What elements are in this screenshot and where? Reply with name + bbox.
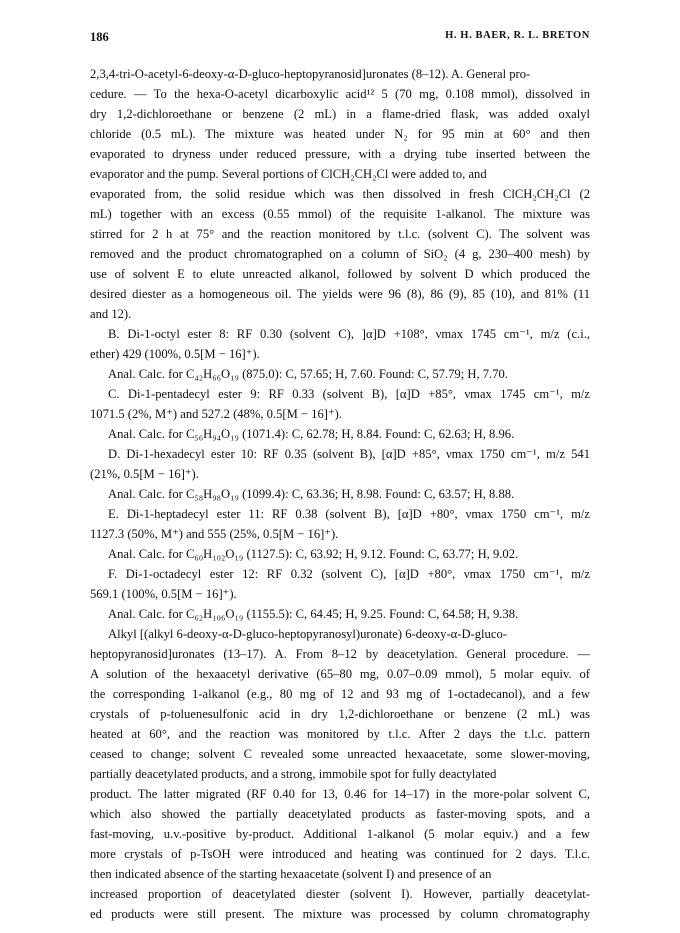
text-line [90,504,590,524]
line-text: evaporator and the pump. Several portions of ClCH₂CH₂Cl were added to, and [90,167,487,181]
line-text: stirred for 2 h at 75° and the reaction monitored by t.l.c. (solvent C). The solvent was [90,227,590,241]
line-text: mL) together with an excess (0.55 mmol) of the requisite 1-alkanol. The mixture was [90,207,590,221]
text-line [90,164,590,184]
text-line [90,624,590,644]
line-text: Anal. Calc. for C₅₈H₉₈O₁₉ (1099.4): C, 63.36; H, 8.98. Found: C, 63.57; H, 8.88. [108,487,515,501]
text-line [90,884,590,904]
running-head: H. H. BAER, R. L. BRETON [445,30,590,41]
text-line [90,264,590,284]
line-text: and 12). [90,307,132,321]
text-line [90,284,590,304]
line-text: the corresponding 1-alkanol (e.g., 80 mg of 12 and 93 mg of 1-octadecanol), and a few [90,687,590,701]
line-text: E. Di-1-heptadecyl ester 11: RF 0.38 (solvent B), [α]D +80°, νmax 1750 cm⁻¹, m/z [108,507,590,521]
text-line [90,684,590,704]
line-text: product. The latter migrated (RF 0.40 for 13, 0.46 for 14–17) in the more-polar solvent C, [90,787,590,801]
text-line [90,104,590,124]
line-text: cedure. — To the hexa-O-acetyl dicarboxylic acid¹² 5 (70 mg, 0.108 mmol), dissolved in [90,87,590,101]
line-text: heated at 60°, and the reaction was monitored by t.l.c. After 2 days the t.l.c. pattern [90,727,590,741]
text-line [90,244,590,264]
line-text: crystals of p-toluenesulfonic acid in dry 1,2-dichloroethane or benzene (2 mL) was [90,707,590,721]
text-line [90,464,590,484]
text-line [90,904,590,924]
text-line [90,144,590,164]
text-line [90,584,590,604]
text-line [90,124,590,144]
text-line [90,644,590,664]
line-text: ed products were still present. The mixture was processed by column chromatography [90,907,590,921]
line-text: more crystals of p-TsOH were introduced and heating was continued for 2 days. T.l.c. [90,847,590,861]
text-line [90,424,590,444]
line-text: C. Di-1-pentadecyl ester 9: RF 0.33 (solvent B), [α]D +85°, νmax 1745 cm⁻¹, m/z [108,387,590,401]
line-text: D. Di-1-hexadecyl ester 10: RF 0.35 (solvent B), [α]D +85°, νmax 1750 cm⁻¹, m/z 541 [108,447,590,461]
line-text: B. Di-1-octyl ester 8: RF 0.30 (solvent C), ]α]D +108°, νmax 1745 cm⁻¹, m/z (c.i., [108,327,590,341]
line-text: F. Di-1-octadecyl ester 12: RF 0.32 (solvent C), [α]D +80°, νmax 1750 cm⁻¹, m/z [108,567,590,581]
text-line [90,804,590,824]
text-line [90,824,590,844]
text-line [90,764,590,784]
line-text: ceased to change; solvent C revealed some unreacted hexaacetate, some slower-moving, [90,747,590,761]
line-text: which also showed the partially deacetylated products as faster-moving spots, and a [90,807,590,821]
line-text: chloride (0.5 mL). The mixture was heated under N₂ for 95 min at 60° and then [90,127,590,141]
line-text: Anal. Calc. for C₆₀H₁₀₂O₁₉ (1127.5): C, 63.92; H, 9.12. Found: C, 63.77; H, 9.02. [108,547,519,561]
line-text: A solution of the hexaacetyl derivative (65–80 mg, 0.07–0.09 mmol), 5 molar equiv. of [90,667,590,681]
text-line [90,364,590,384]
text-line [90,744,590,764]
line-text: 569.1 (100%, 0.5[M − 16]⁺). [90,587,237,601]
line-text: dry 1,2-dichloroethane or benzene (2 mL) in a flame-dried flask, was added oxalyl [90,107,590,121]
text-line [90,84,590,104]
line-text: (21%, 0.5[M − 16]⁺). [90,467,199,481]
text-line [90,224,590,244]
text-line [90,784,590,804]
text-line [90,564,590,584]
line-text: Anal. Calc. for C₆₂H₁₀₆O₁₉ (1155.5): C, 64.45; H, 9.25. Found: C, 64.58; H, 9.38. [108,607,519,621]
line-text: use of solvent E to elute unreacted alkanol, followed by solvent D which produced the [90,267,590,281]
text-line [90,304,590,324]
text-line [90,184,590,204]
line-text: evaporated from, the solid residue which was then dissolved in fresh ClCH₂CH₂Cl (2 [90,187,590,201]
text-line [90,844,590,864]
line-text: Alkyl [(alkyl 6-deoxy-α-D-gluco-heptopyranosyl)uronate) 6-deoxy-α-D-gluco- [108,627,507,641]
body-text [90,64,590,924]
text-line [90,724,590,744]
text-line [90,444,590,464]
text-line [90,864,590,884]
text-line [90,484,590,504]
line-text: then indicated absence of the starting hexaacetate (solvent I) and presence of an [90,867,492,881]
line-text: Anal. Calc. for C₅₆H₉₄O₁₉ (1071.4): C, 62.78; H, 8.84. Found: C, 62.63; H, 8.96. [108,427,515,441]
text-line [90,324,590,344]
line-text: 2,3,4-tri-O-acetyl-6-deoxy-α-D-gluco-heptopyranosid]uronates (8–12). A. General pro- [90,67,531,81]
text-line [90,344,590,364]
line-text: desired diester as a homogeneous oil. The yields were 96 (8), 86 (9), 85 (10), and 81% (11 [90,287,590,301]
page-number: 186 [90,30,109,44]
line-text: partially deacetylated products, and a strong, immobile spot for fully deactylated [90,767,497,781]
text-line [90,704,590,724]
line-text: Anal. Calc. for C₄₂H₆₆O₁₉ (875.0): C, 57.65; H, 7.60. Found: C, 57.79; H, 7.70. [108,367,508,381]
page-header [90,30,590,48]
text-line [90,64,590,84]
text-line [90,524,590,544]
text-line [90,664,590,684]
line-text: increased proportion of deacetylated diester (solvent I). However, partially deacetylat- [90,887,590,901]
text-line [90,604,590,624]
line-text: 1071.5 (2%, M⁺) and 527.2 (48%, 0.5[M − 16]⁺). [90,407,342,421]
text-line [90,204,590,224]
line-text: removed and the product chromatographed on a column of SiO₂ (4 g, 230–400 mesh) by [90,247,590,261]
line-text: fast-moving, u.v.-positive by-product. Additional 1-alkanol (5 molar equiv.) and a few [90,827,590,841]
line-text: evaporated to dryness under reduced pressure, with a drying tube inserted between the [90,147,590,161]
line-text: heptopyranosid]uronates (13–17). A. From 8–12 by deacetylation. General procedure. — [90,647,590,661]
text-line [90,544,590,564]
text-line [90,384,590,404]
line-text: 1127.3 (50%, M⁺) and 555 (25%, 0.5[M − 16]⁺). [90,527,339,541]
text-line [90,404,590,424]
line-text: ether) 429 (100%, 0.5[M − 16]⁺). [90,347,260,361]
